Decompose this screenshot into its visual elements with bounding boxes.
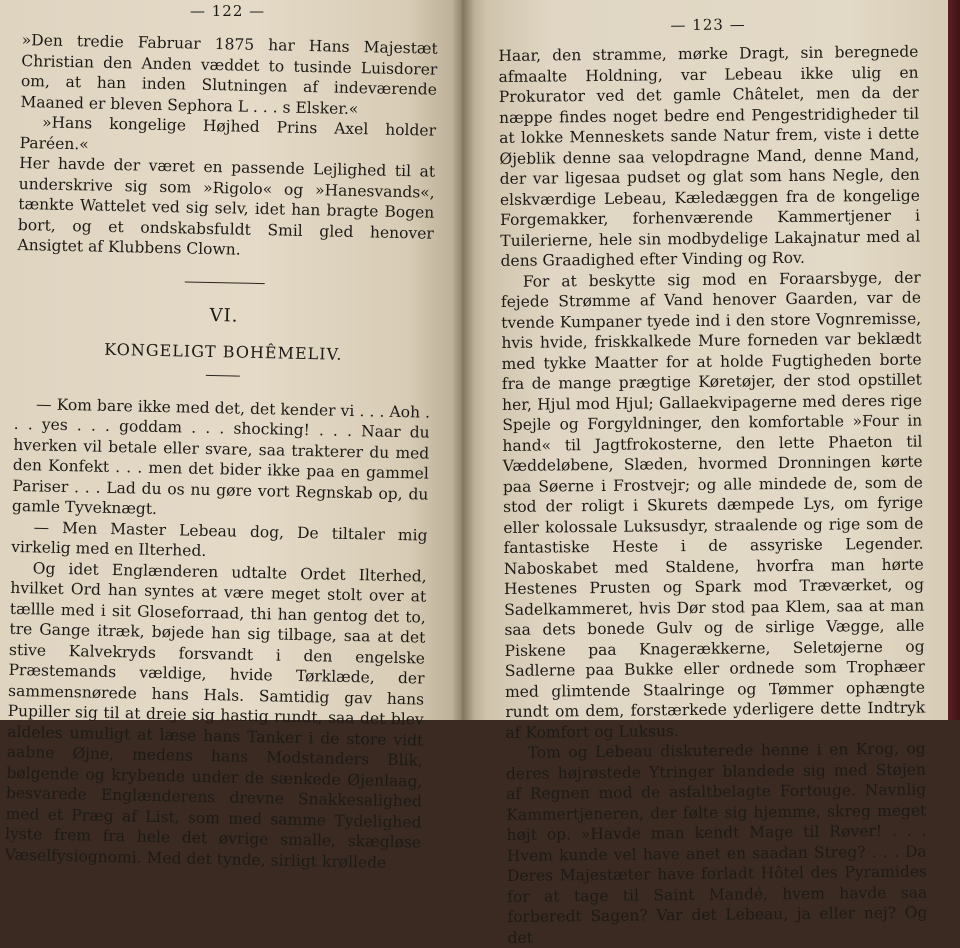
paragraph: For at beskytte sig mod en Foraarsbyge, der fejede Strømme af Vand henover Gaarden, var de tvende Kumpaner tyede ind i den store Vognremisse, hvis hvide, friskkalkede Mure forneden var beklædt med tykke Maatter for at holde Fugtigheden borte fra de mange prægtige Køretøjer, der stod opstillet her, Hjul mod Hjul; Gallaekvipagerne med deres rige Spejle og Forgyldninger, den komfortable »Four in hand« til Jagtfrokosterne, den lette Phaeton til Væddeløbene, Slæden, hvormed Dronningen kørte paa Søerne i Frostvejr; og alle mindede de, som de stod der roligt i Skurets dæmpede Lys, om fyrige eller kolossale Luksusdyr, straalende og rige som de fantastiske Heste i de assyriske Legender. Naboskabet med Staldene, hvorfra man hørte Hestenes Prusten og Spark mod Træværket, og Sadelkammeret, hvis Dør stod paa Klem, saa at man saa dets bonede Gulv og de sirlige Vægge, alle Piskene paa Knagerækkerne, Seletøjerne og Sadlerne paa Bukke eller ordnede som Trophæer med glimtende Staalringe og Tømmer ophængte rundt om dem, forstærkede yderligere dette Indtryk af Komfort og Luksus. [500,268,926,742]
left-page [0,0,462,872]
paragraph: Her havde der været en passende Lejlighed til at underskrive sig som »Rigolo« og »Hanesvands«, tænkte Wattelet ved sig selv, idet han bragte Bogen bort, og et ondskabsfuldt Smil gled henover Ansigtet af Klubbens Clown. [17,153,436,259]
book-gutter [452,0,474,720]
chapter-number: VI. [209,304,239,327]
paragraph: »Hans kongelige Højhed Prins Axel holder Paréen.« [19,113,437,153]
paragraph: Haar, den stramme, mørke Dragt, sin beregnede afmaalte Holdning, var Lebeau ikke ulig en Prokurator ved det gamle Châtelet, men da der næppe findes noget bedre end Pengestridigheder til at lokke Menneskets sande Natur frem, viste i dette Øjeblik denne saa velopdragne Mand, denne Mand, der var ligesaa pudset og glat som hans Negle, den elskværdige Lebeau, Kæledæggen fra de kongelige Forgemakker, forhenværende Kammertjener i Tuilerierne, hele sin modbydelige Lakajnatur med al dens Graadighed efter Vinding og Rov. [498,42,921,270]
right-page [462,0,948,947]
paragraph: Og idet Englænderen udtalte Ordet Ilterhed, hvilket Ord han syntes at være meget stolt over at tællle med i sit Gloseforraad, thi han gentog det to, tre Gange itræk, bøjede han sig tilbage, saa at det stive Kalvekryds forsvandt i den engelske Præstemands vældige, hvide Tørklæde, der sammensnørede hans Hals. Samtidig gav hans Pupiller sig til at dreje sig hastig rundt, saa det blev aldeles umuligt at læse hans Tanker i de store vidt aabne Øjne, medens hans Modstanders Blik, bølgende og krybende under de sænkede Øjenlaag, besvarede Englænderens drevne Snakkesalighed med et Præg af List, som med samme Tydelighed lyste frem fra hele det øvrige smalle, skægløse Væselfysiognomi. Med det tynde, sirligt krøllede [4,558,427,872]
page-number-left: — 122 — [190,2,266,20]
section-divider [185,281,265,284]
paragraph: — Men Master Lebeau dog, De tiltaler mig virkelig med en Ilterhed. [10,517,428,560]
title-rule [206,374,240,376]
right-page-content [498,14,928,948]
chapter-title: KONGELIGT BOHÊMELIV. [104,339,343,364]
book-cover-edge [948,0,960,720]
paragraph: — Kom bare ikke med det, det kender vi . . . Aoh . . . yes . . . goddam . . . shocking! . . . Naar du hverken vil betale eller svare, saa trakterer du med den Konfekt . . . men det bider ikke paa en gammel Pariser . . . Lad du os nu gøre vort Regnskab op, du gamle Tyveknægt. [11,394,431,518]
left-page-content [5,30,438,874]
paragraph: »Den tredie Fabruar 1875 har Hans Majestæt Christian den Anden væddet to tusinde Luisdorer om, at han inden Slutningen af indeværende Maaned er bleven Sephora L . . . s Elsker.« [20,30,438,118]
page-number-right: — 123 — [670,15,746,35]
paragraph: Tom og Lebeau diskuterede henne i en Krog, og deres højrøstede Ytringer blandede sig med Støjen af Regnen mod de asfaltbelagte Fortouge. Navnlig Kammertjeneren, der følte sig hjemme, skreg meget højt op. »Havde man kendt Mage til Røver! . . . Hvem kunde vel have anet en saadan Streg? . . . Da Deres Majestæter have forladt Hôtel des Pyramides for at tage til Saint Mandé, hvem havde saa forberedt Sagen? Var det Lebeau, ja eller nej? Og det [505,739,928,947]
